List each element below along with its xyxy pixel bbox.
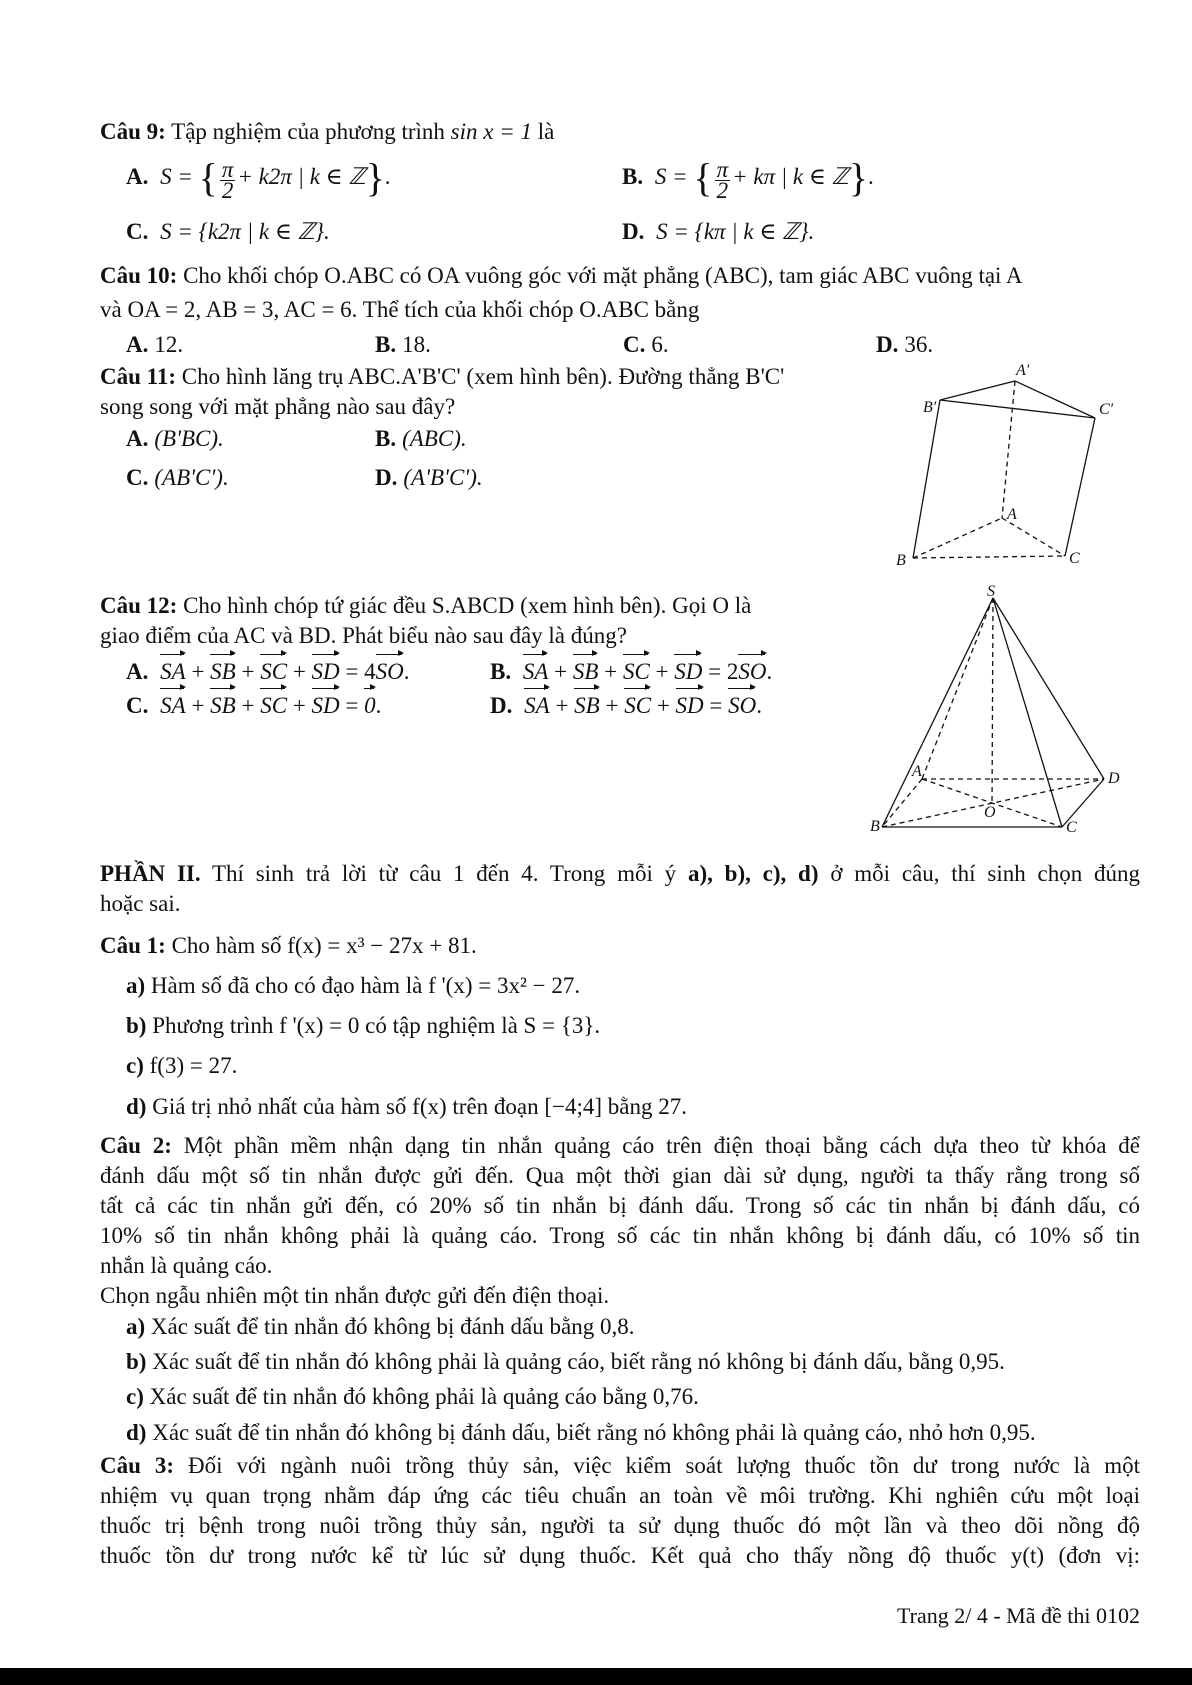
edge-s-o (992, 598, 993, 805)
p2q1-item-c: c) f(3) = 27. (126, 1053, 238, 1078)
q11-option-a: A. (B'BC). (126, 426, 224, 451)
p2q2-item-a: a) Xác suất để tin nhắn đó không bị đánh dấu bằng 0,8. (126, 1314, 635, 1339)
page-footer: Trang 2/ 4 - Mã đề thi 0102 (896, 1603, 1140, 1628)
q12-option-a: A. SA + SB + SC + SD = 4SO. (126, 655, 410, 687)
p2q3-label: Câu 3: (100, 1453, 175, 1478)
label-s: S (987, 585, 995, 600)
q10-stem-line1: Câu 10: Cho khối chóp O.ABC có OA vuông góc với mặt phẳng (ABC), tam giác ABC vuông tại A (100, 263, 1023, 288)
q10-option-d: D. 36. (876, 332, 934, 357)
p2q2-item-b: b) Xác suất để tin nhắn đó không phải là quảng cáo, biết rằng nó không bị đánh dấu, bằng 0,95. (126, 1349, 1005, 1374)
q11-stem-line2: song song với mặt phẳng nào sau đây? (100, 394, 456, 419)
label-b: B (896, 552, 906, 569)
q10-option-a: A. 12. (126, 332, 184, 357)
q9-option-d: D. S = {kπ | k ∈ ℤ}. (622, 219, 815, 244)
q11-stem-line1: Câu 11: Cho hình lăng trụ ABC.A'B'C' (xem hình bên). Đường thẳng B'C' (100, 364, 785, 389)
p2q3-line1: Câu 3: Đối với ngành nuôi trồng thủy sản, việc kiểm soát lượng thuốc tồn dư trong nước là một (100, 1453, 1140, 1478)
label-o: O (984, 804, 996, 821)
p2q2-item-c: c) Xác suất để tin nhắn đó không phải là quảng cáo bằng 0,76. (126, 1384, 699, 1409)
part2-title: PHẦN II. (100, 861, 201, 886)
p2q3-line2: nhiệm vụ quan trọng nhằm đáp ứng các tiêu chuẩn an toàn về môi trường. Khi nghiên cứu một loại (100, 1483, 1140, 1508)
p2q1-label: Câu 1: (100, 933, 166, 958)
label-a1: A′ (1016, 362, 1030, 379)
p2q1-item-d: d) Giá trị nhỏ nhất của hàm số f(x) trên đoạn [−4;4] bằng 27. (126, 1094, 687, 1119)
q10-option-c: C. 6. (623, 332, 669, 357)
q12-option-c: C. SA + SB + SC + SD = 0. (126, 689, 381, 721)
q9-option-b: B. S = { $\frac{\pi}{2}$ + kπ | k ∈ ℤ}. (622, 155, 874, 203)
q9-option-c: C. S = {k2π | k ∈ ℤ}. (126, 219, 330, 244)
q9-equation: sin x = 1 (450, 119, 532, 144)
q12-stem-line2: giao điểm của AC và BD. Phát biểu nào sau đây là đúng? (100, 623, 627, 648)
q12-option-d: D. SA + SB + SC + SD = SO. (490, 689, 762, 721)
edge-s-a (922, 598, 993, 779)
q10-stem-line2: và OA = 2, AB = 3, AC = 6. Thể tích của khối chóp O.ABC bằng (100, 297, 700, 322)
edge-c1-c (1065, 418, 1095, 556)
q11-option-d: D. (A'B'C'). (375, 465, 483, 490)
p2q3-line4: thuốc tồn dư trong nước kể từ lúc sử dụng thuốc. Kết quả cho thấy nồng độ thuốc y(t) (đơn vị: (100, 1543, 1140, 1568)
q9-option-a: A. S = { $\frac{\pi}{2}$ + k2π | k ∈ ℤ}. (126, 155, 391, 203)
p2q1-stem: Câu 1: Cho hàm số f(x) = x³ − 27x + 81. (100, 933, 477, 958)
q11-option-b: B. (ABC). (375, 426, 467, 451)
q10-option-b: B. 18. (375, 332, 431, 357)
q9-label: Câu 9: (100, 119, 166, 144)
p2q2-line5: nhắn là quảng cáo. (100, 1253, 273, 1278)
label-b: B (870, 818, 880, 835)
edge-s-c (993, 598, 1062, 827)
q12-stem-line1: Câu 12: Cho hình chóp tứ giác đều S.ABCD (xem hình bên). Gọi O là (100, 593, 752, 618)
label-a: A (1007, 506, 1017, 523)
q11-option-c: C. (AB'C'). (126, 465, 229, 490)
bottom-rule (0, 1668, 1192, 1685)
p2q2-line1: Câu 2: Một phần mềm nhận dạng tin nhắn quảng cáo trên điện thoại bằng cách dựa theo từ khóa để (100, 1133, 1141, 1158)
edge-b-a (913, 518, 1002, 558)
edge-a-c (1002, 518, 1065, 556)
p2q1-item-b: b) Phương trình f '(x) = 0 có tập nghiệm là S = {3}. (126, 1013, 601, 1038)
p2q2-line3: tất cả các tin nhắn gửi đến, có 20% số tin nhắn bị đánh dấu. Trong số các tin nhắn bị đánh dấu, có (100, 1193, 1140, 1218)
p2q3-line3: thuốc trị bệnh trong nuôi trồng thủy sản, người ta sử dụng thuốc đó một lần và theo dõi nồng độ (100, 1513, 1140, 1538)
q12-option-b: B. SA + SB + SC + SD = 2SO. (490, 655, 772, 687)
p2q2-line2: đánh dấu một số tin nhắn được gửi đến. Qua một thời gian dài sử dụng, người ta thấy rằng trong số (100, 1163, 1140, 1188)
q9-stem: Câu 9: Tập nghiệm của phương trình sin x = 1 là (100, 119, 555, 144)
label-c1: C′ (1099, 401, 1114, 418)
q11-label: Câu 11: (100, 364, 177, 389)
edge-b-c (913, 556, 1065, 558)
edge-a1-a (1002, 381, 1015, 518)
part2-heading-line2: hoặc sai. (100, 891, 181, 916)
edge-b1-a1 (940, 381, 1015, 400)
p2q2-line4: 10% số tin nhắn không phải là quảng cáo. Trong số các tin nhắn không bị đánh dấu, có 10% số tin (100, 1223, 1140, 1248)
p2q2-item-d: d) Xác suất để tin nhắn đó không bị đánh dấu, biết rằng nó không phải là quảng cáo, nhỏ hơn 0,95. (126, 1420, 1036, 1445)
edge-s-d (993, 598, 1104, 779)
edge-a1-c1 (1015, 381, 1095, 418)
q10-label: Câu 10: (100, 263, 178, 288)
p2q2-line6: Chọn ngẫu nhiên một tin nhắn được gửi đến điện thoại. (100, 1283, 610, 1308)
label-d: D (1108, 770, 1120, 787)
label-c: C (1069, 550, 1080, 567)
label-a: A (912, 763, 922, 780)
label-b1: B′ (923, 399, 937, 416)
p2q1-item-a: a) Hàm số đã cho có đạo hàm là f '(x) = 3x² − 27. (126, 973, 581, 998)
pyramid-figure (870, 585, 1130, 835)
p2q2-label: Câu 2: (100, 1133, 172, 1158)
part2-heading: PHẦN II. Thí sinh trả lời từ câu 1 đến 4. Trong mỗi ý a), b), c), d) ở mỗi câu, thí sinh chọn đúng (100, 861, 1140, 886)
edge-b1-c1 (940, 400, 1095, 418)
prism-figure (890, 360, 1130, 570)
edge-b1-b (913, 400, 940, 558)
label-c: C (1066, 819, 1077, 835)
q12-label: Câu 12: (100, 593, 178, 618)
edge-s-b (882, 598, 993, 827)
